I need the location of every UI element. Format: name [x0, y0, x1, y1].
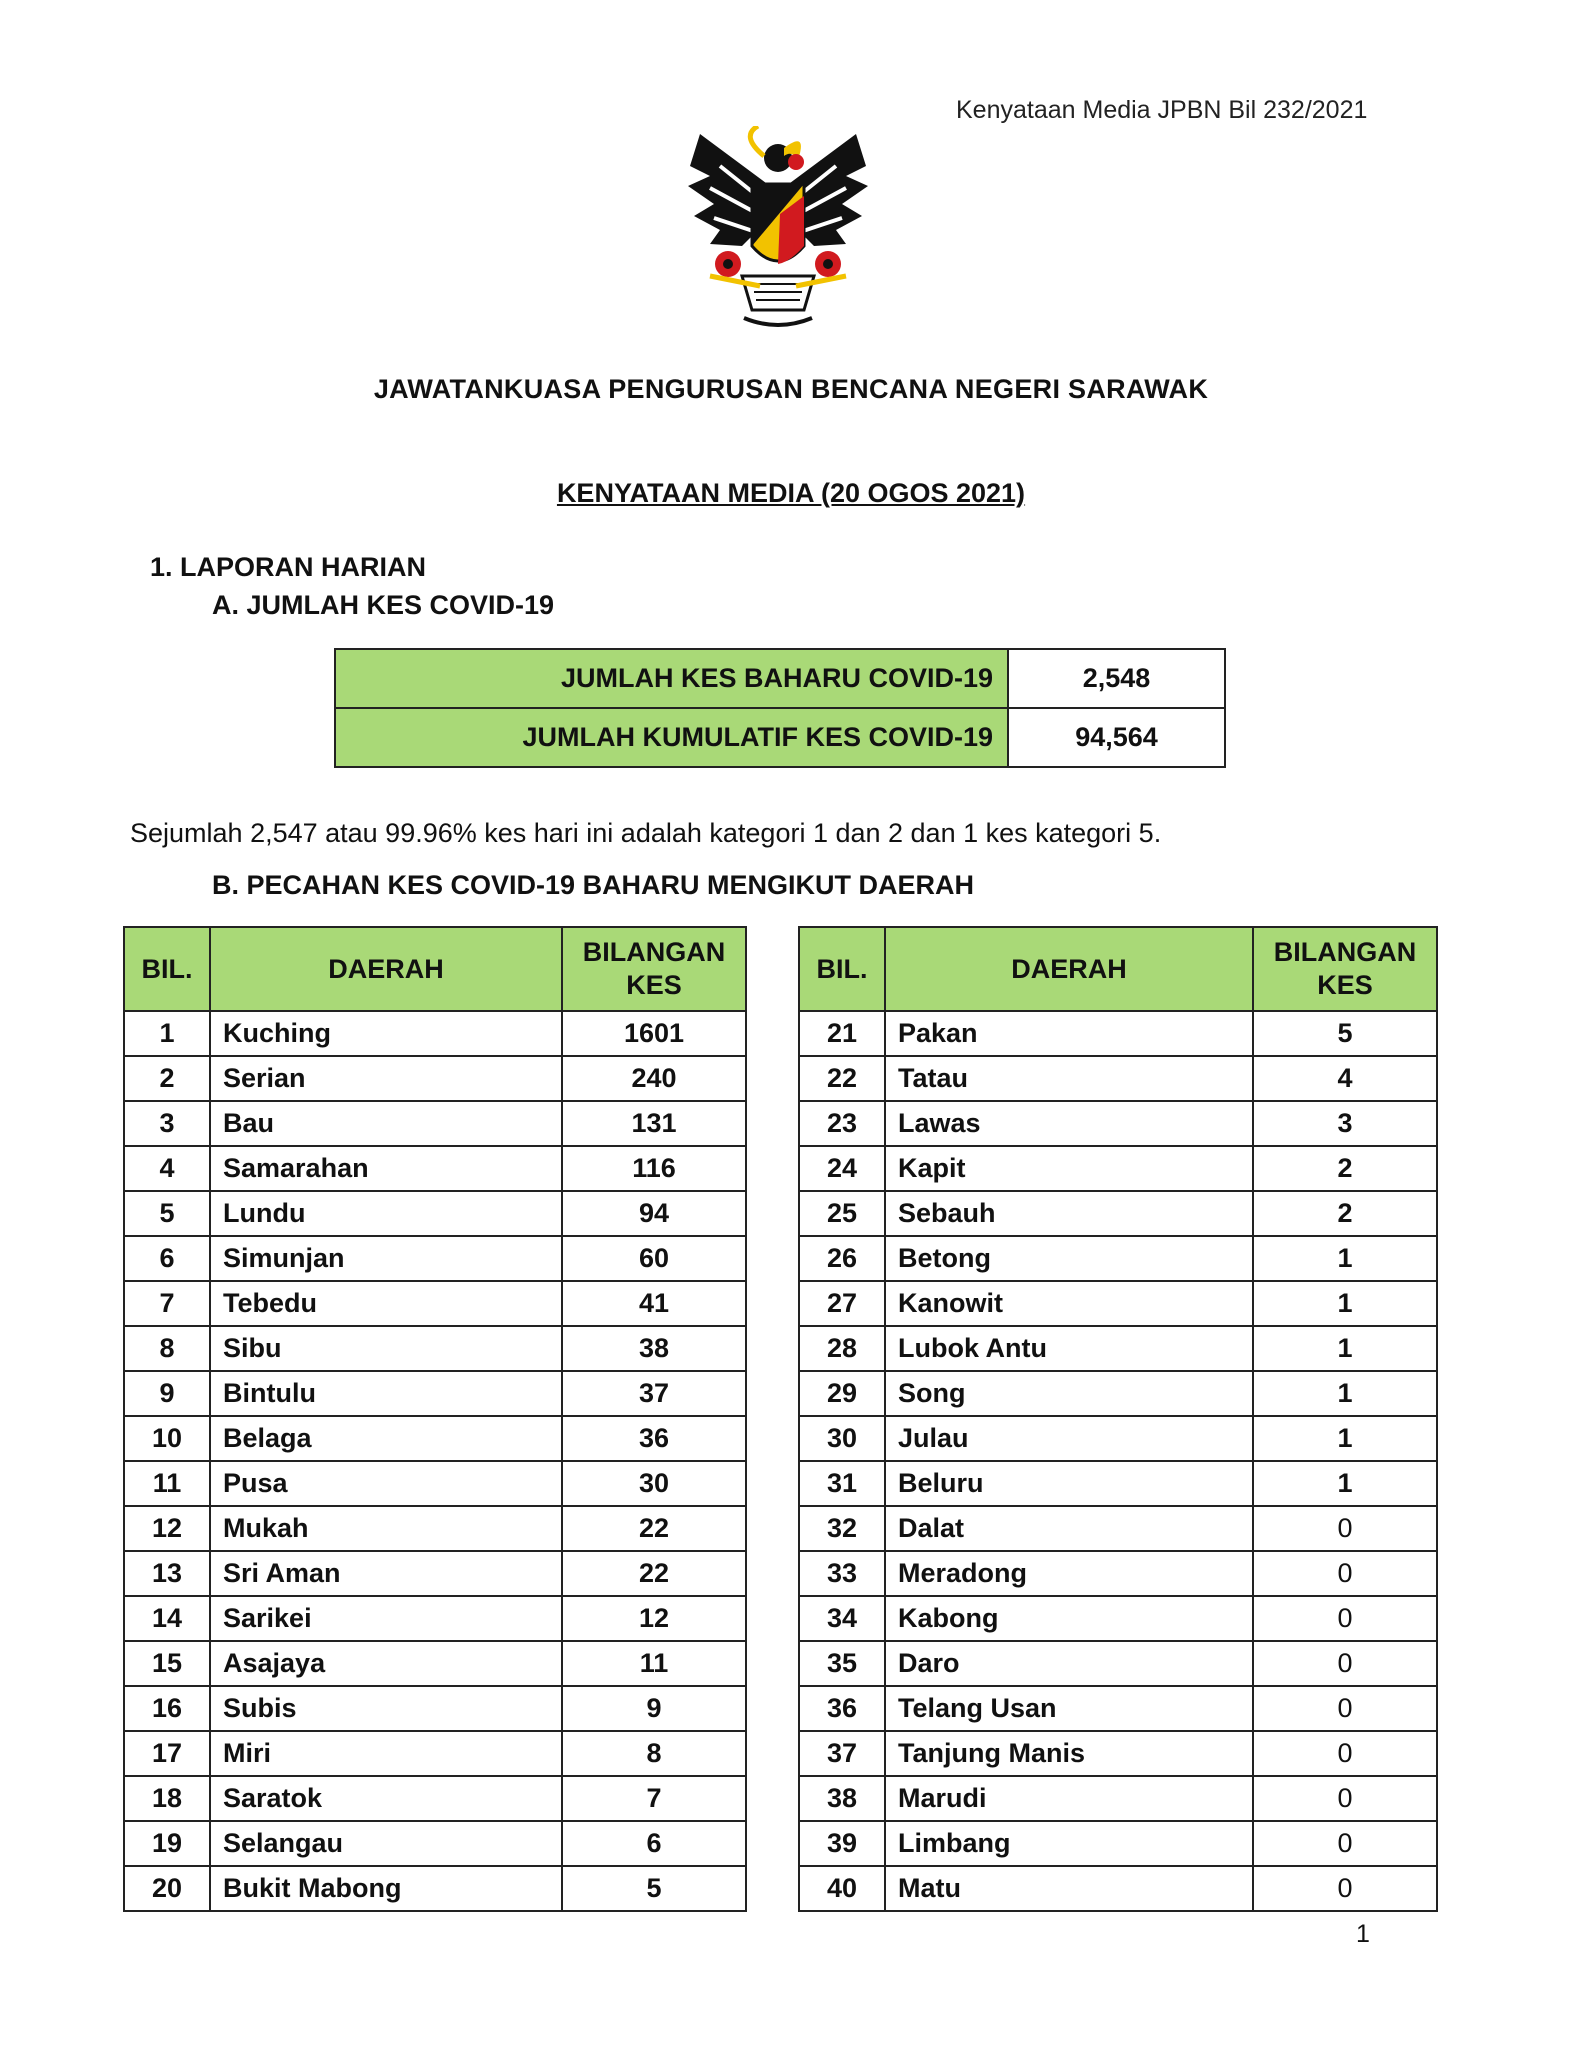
- row-number: 8: [124, 1326, 210, 1371]
- row-number: 13: [124, 1551, 210, 1596]
- table-row: [799, 1776, 1437, 1821]
- district-name: Simunjan: [210, 1236, 562, 1281]
- district-name: Kapit: [885, 1146, 1253, 1191]
- district-table-right: [798, 926, 1438, 1912]
- table-row: [124, 1686, 746, 1731]
- district-name: Subis: [210, 1686, 562, 1731]
- case-count: 22: [562, 1551, 746, 1596]
- district-name: Telang Usan: [885, 1686, 1253, 1731]
- case-count: 0: [1253, 1641, 1437, 1686]
- case-count: 1: [1253, 1461, 1437, 1506]
- row-number: 36: [799, 1686, 885, 1731]
- row-number: 14: [124, 1596, 210, 1641]
- table-row: [124, 1191, 746, 1236]
- table-row: [124, 1866, 746, 1911]
- table-row: [799, 1416, 1437, 1461]
- row-number: 28: [799, 1326, 885, 1371]
- case-count: 131: [562, 1101, 746, 1146]
- row-number: 30: [799, 1416, 885, 1461]
- header-bil: BIL.: [799, 927, 885, 1011]
- table-row: [799, 1281, 1437, 1326]
- table-row: [124, 1011, 746, 1056]
- case-count: 0: [1253, 1776, 1437, 1821]
- district-name: Lawas: [885, 1101, 1253, 1146]
- case-count: 11: [562, 1641, 746, 1686]
- district-name: Tanjung Manis: [885, 1731, 1253, 1776]
- row-number: 20: [124, 1866, 210, 1911]
- case-count: 38: [562, 1326, 746, 1371]
- row-number: 40: [799, 1866, 885, 1911]
- section-1-heading: 1. LAPORAN HARIAN: [150, 552, 427, 582]
- district-name: Pusa: [210, 1461, 562, 1506]
- district-name: Belaga: [210, 1416, 562, 1461]
- summary-label: JUMLAH KES BAHARU COVID-19: [335, 649, 1008, 708]
- table-row: [799, 1821, 1437, 1866]
- summary-value: 94,564: [1008, 708, 1225, 767]
- table-row: [799, 1326, 1437, 1371]
- row-number: 9: [124, 1371, 210, 1416]
- case-count: 1: [1253, 1371, 1437, 1416]
- row-number: 39: [799, 1821, 885, 1866]
- case-count: 5: [562, 1866, 746, 1911]
- row-number: 37: [799, 1731, 885, 1776]
- table-row: [124, 1821, 746, 1866]
- row-number: 2: [124, 1056, 210, 1101]
- row-number: 31: [799, 1461, 885, 1506]
- row-number: 16: [124, 1686, 210, 1731]
- case-count: 2: [1253, 1146, 1437, 1191]
- page-number: 1: [1356, 1920, 1370, 1948]
- case-count: 94: [562, 1191, 746, 1236]
- district-name: Mukah: [210, 1506, 562, 1551]
- header-bilangan-kes: BILANGAN KES: [562, 927, 746, 1011]
- case-count: 4: [1253, 1056, 1437, 1101]
- table-row: [799, 1686, 1437, 1731]
- table-row: [799, 1641, 1437, 1686]
- table-row: [799, 1731, 1437, 1776]
- case-count: 5: [1253, 1011, 1437, 1056]
- summary-row-cumulative: [335, 708, 1225, 767]
- header-bilangan-kes: BILANGAN KES: [1253, 927, 1437, 1011]
- case-count: 36: [562, 1416, 746, 1461]
- row-number: 7: [124, 1281, 210, 1326]
- case-count: 41: [562, 1281, 746, 1326]
- row-number: 27: [799, 1281, 885, 1326]
- district-name: Betong: [885, 1236, 1253, 1281]
- district-name: Lubok Antu: [885, 1326, 1253, 1371]
- case-count: 2: [1253, 1191, 1437, 1236]
- table-row: [799, 1461, 1437, 1506]
- case-count: 30: [562, 1461, 746, 1506]
- table-row: [124, 1371, 746, 1416]
- district-name: Saratok: [210, 1776, 562, 1821]
- section-b-heading: B. PECAHAN KES COVID-19 BAHARU MENGIKUT DAERAH: [212, 870, 975, 900]
- district-name: Tatau: [885, 1056, 1253, 1101]
- district-name: Sri Aman: [210, 1551, 562, 1596]
- district-table-left: [123, 926, 747, 1912]
- case-count: 0: [1253, 1866, 1437, 1911]
- summary-value: 2,548: [1008, 649, 1225, 708]
- district-name: Daro: [885, 1641, 1253, 1686]
- district-name: Song: [885, 1371, 1253, 1416]
- district-name: Beluru: [885, 1461, 1253, 1506]
- district-name: Kanowit: [885, 1281, 1253, 1326]
- row-number: 33: [799, 1551, 885, 1596]
- district-name: Selangau: [210, 1821, 562, 1866]
- table-row: [124, 1596, 746, 1641]
- table-row: [124, 1551, 746, 1596]
- table-row: [124, 1281, 746, 1326]
- case-count: 116: [562, 1146, 746, 1191]
- row-number: 26: [799, 1236, 885, 1281]
- case-count: 9: [562, 1686, 746, 1731]
- row-number: 22: [799, 1056, 885, 1101]
- row-number: 25: [799, 1191, 885, 1236]
- row-number: 15: [124, 1641, 210, 1686]
- row-number: 35: [799, 1641, 885, 1686]
- summary-label: JUMLAH KUMULATIF KES COVID-19: [335, 708, 1008, 767]
- district-name: Serian: [210, 1056, 562, 1101]
- organisation-title: JAWATANKUASA PENGURUSAN BENCANA NEGERI SARAWAK: [373, 374, 1209, 404]
- table-row: [799, 1236, 1437, 1281]
- district-name: Dalat: [885, 1506, 1253, 1551]
- table-row: [799, 1101, 1437, 1146]
- table-row: [124, 1326, 746, 1371]
- table-row: [124, 1461, 746, 1506]
- table-row: [799, 1596, 1437, 1641]
- district-name: Kabong: [885, 1596, 1253, 1641]
- district-name: Kuching: [210, 1011, 562, 1056]
- media-reference: Kenyataan Media JPBN Bil 232/2021: [956, 96, 1368, 124]
- table-row: [124, 1236, 746, 1281]
- case-count: 7: [562, 1776, 746, 1821]
- table-header-row: [799, 927, 1437, 1011]
- district-name: Meradong: [885, 1551, 1253, 1596]
- row-number: 18: [124, 1776, 210, 1821]
- district-name: Sibu: [210, 1326, 562, 1371]
- row-number: 38: [799, 1776, 885, 1821]
- district-name: Tebedu: [210, 1281, 562, 1326]
- case-count: 1: [1253, 1236, 1437, 1281]
- district-name: Bintulu: [210, 1371, 562, 1416]
- case-count: 22: [562, 1506, 746, 1551]
- case-count: 12: [562, 1596, 746, 1641]
- case-count: 0: [1253, 1731, 1437, 1776]
- district-name: Samarahan: [210, 1146, 562, 1191]
- table-row: [799, 1866, 1437, 1911]
- case-count: 37: [562, 1371, 746, 1416]
- district-name: Sebauh: [885, 1191, 1253, 1236]
- district-name: Limbang: [885, 1821, 1253, 1866]
- row-number: 1: [124, 1011, 210, 1056]
- district-name: Matu: [885, 1866, 1253, 1911]
- summary-row-new: [335, 649, 1225, 708]
- category-paragraph: Sejumlah 2,547 atau 99.96% kes hari ini adalah kategori 1 dan 2 dan 1 kes kategori 5.: [130, 818, 1162, 848]
- summary-table: [334, 648, 1226, 768]
- table-row: [124, 1731, 746, 1776]
- table-row: [799, 1551, 1437, 1596]
- district-name: Bukit Mabong: [210, 1866, 562, 1911]
- row-number: 4: [124, 1146, 210, 1191]
- row-number: 29: [799, 1371, 885, 1416]
- row-number: 19: [124, 1821, 210, 1866]
- district-name: Sarikei: [210, 1596, 562, 1641]
- district-name: Asajaya: [210, 1641, 562, 1686]
- case-count: 0: [1253, 1686, 1437, 1731]
- table-row: [799, 1011, 1437, 1056]
- table-row: [799, 1056, 1437, 1101]
- row-number: 3: [124, 1101, 210, 1146]
- row-number: 6: [124, 1236, 210, 1281]
- district-name: Bau: [210, 1101, 562, 1146]
- case-count: 240: [562, 1056, 746, 1101]
- case-count: 6: [562, 1821, 746, 1866]
- case-count: 0: [1253, 1596, 1437, 1641]
- district-name: Pakan: [885, 1011, 1253, 1056]
- case-count: 60: [562, 1236, 746, 1281]
- row-number: 10: [124, 1416, 210, 1461]
- table-row: [124, 1776, 746, 1821]
- row-number: 21: [799, 1011, 885, 1056]
- case-count: 1: [1253, 1281, 1437, 1326]
- case-count: 0: [1253, 1506, 1437, 1551]
- row-number: 34: [799, 1596, 885, 1641]
- row-number: 32: [799, 1506, 885, 1551]
- row-number: 23: [799, 1101, 885, 1146]
- case-count: 1: [1253, 1416, 1437, 1461]
- table-row: [124, 1416, 746, 1461]
- table-row: [799, 1146, 1437, 1191]
- district-name: Julau: [885, 1416, 1253, 1461]
- table-row: [799, 1506, 1437, 1551]
- table-header-row: [124, 927, 746, 1011]
- case-count: 0: [1253, 1821, 1437, 1866]
- district-name: Miri: [210, 1731, 562, 1776]
- case-count: 1601: [562, 1011, 746, 1056]
- table-row: [124, 1101, 746, 1146]
- case-count: 8: [562, 1731, 746, 1776]
- row-number: 11: [124, 1461, 210, 1506]
- header-daerah: DAERAH: [885, 927, 1253, 1011]
- row-number: 17: [124, 1731, 210, 1776]
- table-row: [124, 1506, 746, 1551]
- case-count: 1: [1253, 1326, 1437, 1371]
- row-number: 5: [124, 1191, 210, 1236]
- statement-title: KENYATAAN MEDIA (20 OGOS 2021): [556, 478, 1026, 508]
- table-row: [799, 1371, 1437, 1416]
- table-row: [124, 1056, 746, 1101]
- district-name: Marudi: [885, 1776, 1253, 1821]
- table-row: [124, 1146, 746, 1191]
- table-row: [799, 1191, 1437, 1236]
- table-row: [124, 1641, 746, 1686]
- district-name: Lundu: [210, 1191, 562, 1236]
- sarawak-coat-of-arms-icon: [680, 126, 876, 338]
- case-count: 0: [1253, 1551, 1437, 1596]
- section-a-heading: A. JUMLAH KES COVID-19: [212, 590, 555, 620]
- row-number: 12: [124, 1506, 210, 1551]
- row-number: 24: [799, 1146, 885, 1191]
- case-count: 3: [1253, 1101, 1437, 1146]
- header-bil: BIL.: [124, 927, 210, 1011]
- header-daerah: DAERAH: [210, 927, 562, 1011]
